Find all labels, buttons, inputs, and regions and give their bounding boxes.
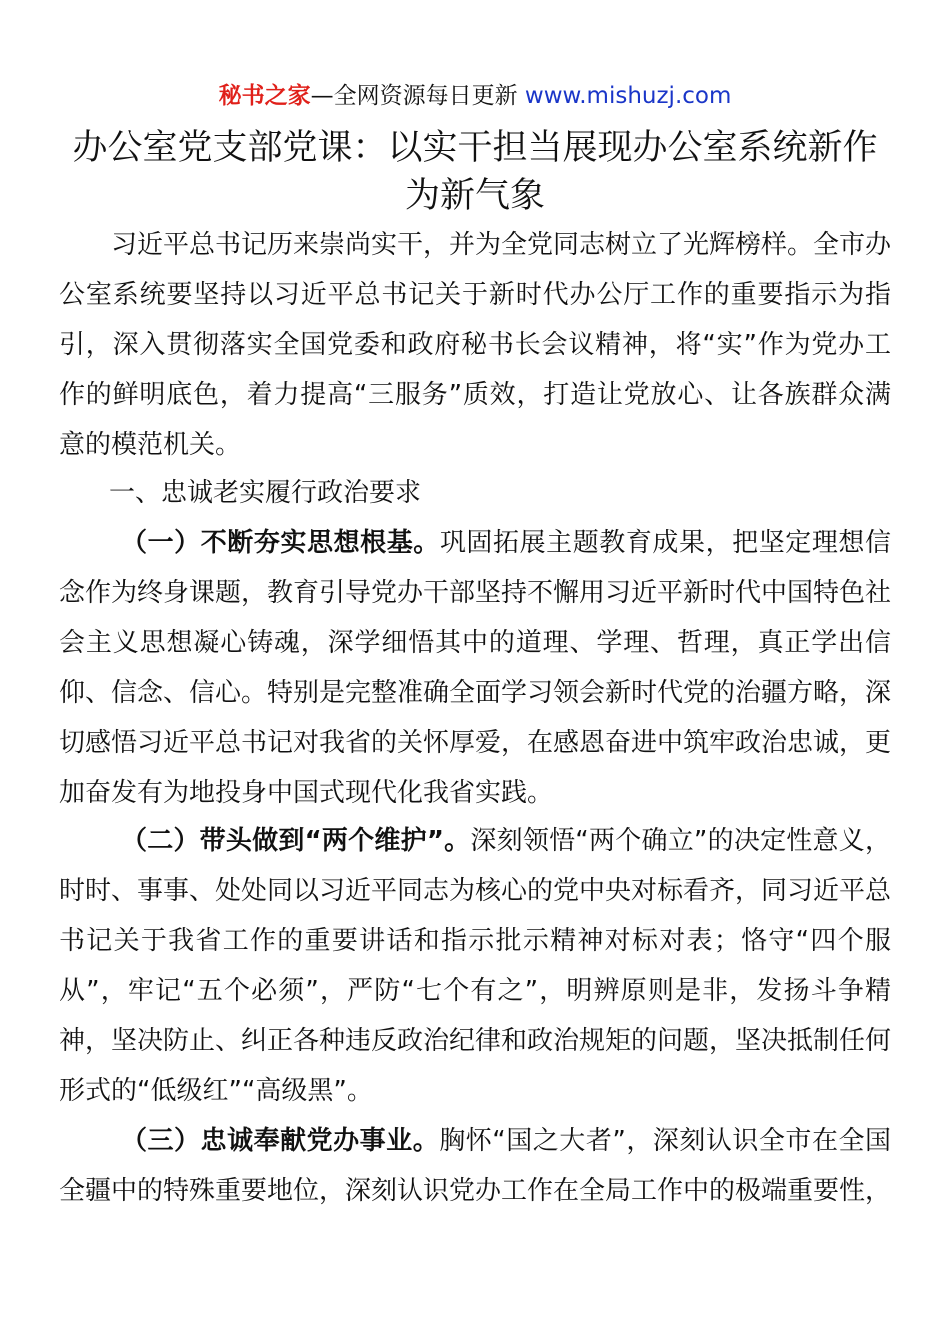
document-title: 办公室党支部党课：以实干担当展现办公室系统新作为新气象 (72, 128, 878, 216)
site-url-link[interactable]: www.mishuzj.com (524, 83, 732, 109)
intro-paragraph-text: 习近平总书记历来崇尚实干，并为全党同志树立了光辉榜样。全市办公室系统要坚持以习近平总书记关于新时代办公厅工作的重要指示为指引，深入贯彻落实全国党委和政府秘书长会议精神，将“实”作为党办工作的鲜明底色，着力提高“三服务”质效，打造让党放心、让各族群众满意的模范机关。 (59, 230, 892, 460)
item-2-text: 深刻领悟“两个确立”的决定性意义，时时、事事、处处同以习近平同志为核心的党中央对标看齐，同习近平总书记关于我省工作的重要讲话和指示批示精神对标对表；恪守“四个服从”，牢记“五个必须”，严防“七个有之”，明辨原则是非，发扬斗争精神，坚决防止、纠正各种违反政治纪律和政治规矩的问题，坚决抵制任何形式的“低级红”“高级黑”。 (59, 826, 892, 1106)
item-paragraph-3 (59, 1116, 891, 1216)
item-3-lead: （三）忠诚奉献党办事业。 (121, 1126, 440, 1156)
item-1-text: 巩固拓展主题教育成果，把坚定理想信念作为终身课题，教育引导党办干部坚持不懈用习近平新时代中国特色社会主义思想凝心铸魂，深学细悟其中的道理、学理、哲理，真正学出信仰、信念、信心。特别是完整准确全面学习领会新时代党的治疆方略，深切感悟习近平总书记对我省的关怀厚爱，在感恩奋进中筑牢政治忠诚，更加奋发有为地投身中国式现代化我省实践。 (59, 528, 892, 808)
site-brand: 秘书之家 (218, 83, 311, 109)
item-3-text: 胸怀“国之大者”，深刻认识全市在全国全疆中的特殊重要地位，深刻认识党办工作在全局工作中的极端重要性， (59, 1126, 892, 1206)
item-paragraph-2 (59, 816, 891, 1116)
item-paragraph-1 (59, 518, 891, 818)
item-1-lead: （一）不断夯实思想根基。 (121, 528, 440, 558)
section-heading-text: 一、忠诚老实履行政治要求 (109, 478, 422, 508)
item-2-lead: （二）带头做到“两个维护”。 (121, 826, 471, 856)
intro-paragraph (59, 220, 891, 470)
section-heading (59, 468, 941, 518)
site-header (0, 80, 950, 112)
site-tagline: —全网资源每日更新 (310, 83, 525, 109)
